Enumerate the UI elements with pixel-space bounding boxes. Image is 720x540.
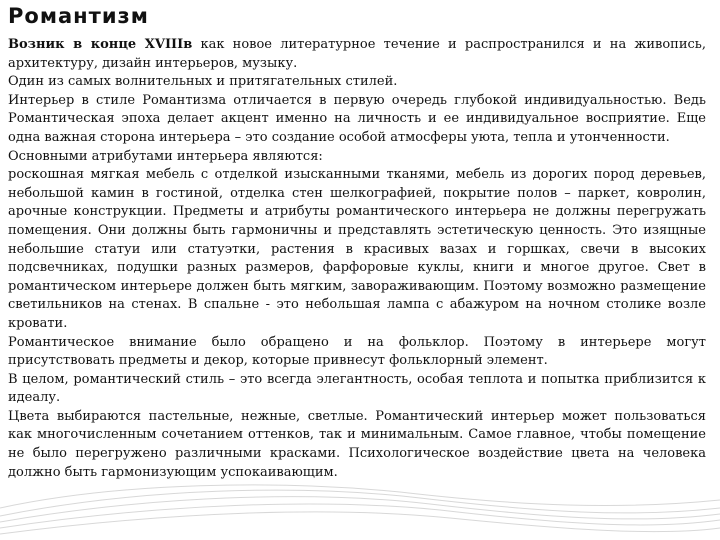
content-body [8, 36, 706, 482]
paragraph-origin-lead: Возник в конце XVIIIв [8, 37, 193, 52]
bottom-wave-decoration [0, 478, 720, 540]
paragraph-origin-text: как новое литературное течение и распространился и на живопись, архитектуру, дизайн интерьеров, музыку. [8, 37, 706, 71]
paragraph-elegance: В целом, романтический стиль – это всегда элегантность, особая теплота и попытка приблизится к идеалу. [8, 371, 706, 406]
paragraph-attributes-heading: Основными атрибутами интерьера являются: [8, 148, 323, 164]
paragraph-style-description: Один из самых волнительных и притягательных стилей. [8, 74, 398, 90]
page-title: Романтизм [8, 4, 149, 28]
paragraph-attributes-list: роскошная мягкая мебель с отделкой изысканными тканями, мебель из дорогих пород деревьев, небольшой камин в гостиной, отделка стен шелкографией, покрытие полов – паркет, ковролин, арочные конструкции. Предметы и атрибуты романтического интерьера не должны перегружать помещения. Они должны быть гармоничны и представлять эстетическую ценность. Это изящные небольшие статуи или статуэтки, растения в красивых вазах и горшках, свечи в высоких подсвечниках, подушки разных размеров, фарфоровые куклы, книги и многое другое. Свет в романтическом интерьере должен быть мягким, завораживающим. Поэтому возможно размещение светильников на стенах. В спальне - это небольшая лампа с абажуром на ночном столике возле кровати. [8, 167, 706, 331]
paragraph-individuality: Интерьер в стиле Романтизма отличается в первую очередь глубокой индивидуальностью. Ведь Романтическая эпоха делает акцент именно на личность и ее индивидуальное восприятие. Еще одна важная сторона интерьера – это создание особой атмосферы уюта, тепла и утонченности. [8, 92, 706, 145]
paragraph-colors: Цвета выбираются пастельные, нежные, светлые. Романтический интерьер может пользоваться как многочисленным сочетанием оттенков, так и минимальным. Самое главное, чтобы помещение не было перегружено различными красками. Психологическое воздействие цвета на человека должно быть гармонизующим успокаивающим. [8, 408, 706, 480]
paragraph-folklore: Романтическое внимание было обращено и на фольклор. Поэтому в интерьере могут присутствовать предметы и декор, которые привнесут фольклорный элемент. [8, 334, 706, 369]
paragraph-origin [8, 36, 706, 73]
